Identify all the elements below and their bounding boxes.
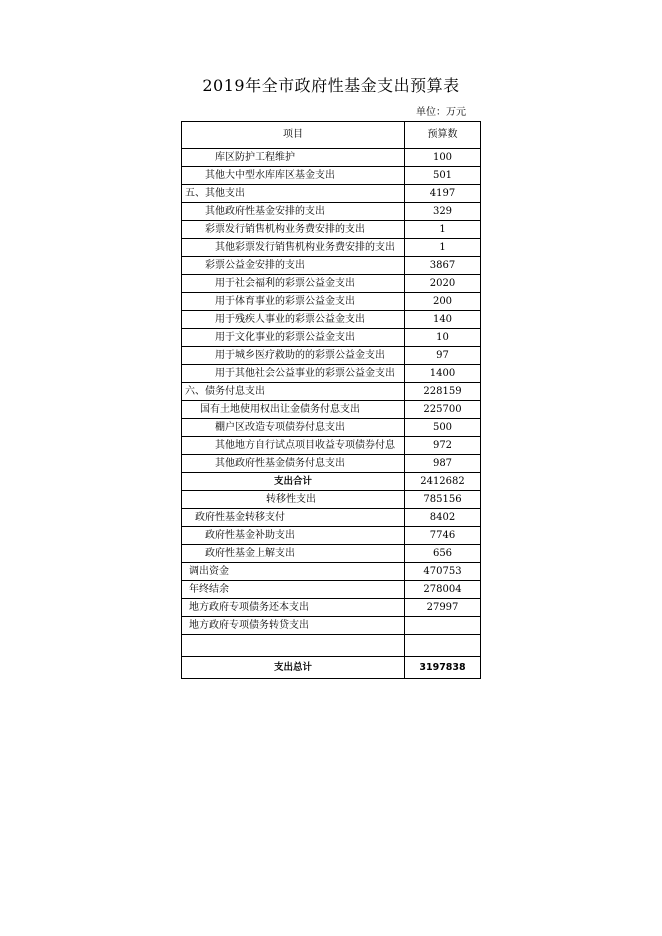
grand-total-row [182, 657, 481, 679]
row-item: 用于文化事业的彩票公益金支出 [182, 329, 405, 347]
unit-label: 单位：万元 [416, 107, 466, 118]
row-value: 656 [405, 545, 481, 563]
row-value: 228159 [405, 383, 481, 401]
row-value: 470753 [405, 563, 481, 581]
grand-total-value: 3197838 [405, 657, 481, 679]
row-item: 政府性基金上解支出 [182, 545, 405, 563]
table-row [182, 419, 481, 437]
table-row [182, 491, 481, 509]
row-item: 转移性支出 [182, 491, 405, 509]
row-item: 其他政府性基金债务付息支出 [182, 455, 405, 473]
empty-row [182, 635, 481, 657]
table-row [182, 167, 481, 185]
row-value: 200 [405, 293, 481, 311]
row-item: 政府性基金转移支付 [182, 509, 405, 527]
subtotal-row [182, 473, 481, 491]
row-value: 501 [405, 167, 481, 185]
table-row [182, 275, 481, 293]
row-item: 地方政府专项债务还本支出 [182, 599, 405, 617]
row-item: 政府性基金补助支出 [182, 527, 405, 545]
row-item [182, 635, 405, 657]
row-item: 用于城乡医疗救助的的彩票公益金支出 [182, 347, 405, 365]
table-row [182, 221, 481, 239]
row-value: 987 [405, 455, 481, 473]
table-row [182, 185, 481, 203]
row-value: 97 [405, 347, 481, 365]
row-value: 10 [405, 329, 481, 347]
row-value: 27997 [405, 599, 481, 617]
row-item: 库区防护工程维护 [182, 149, 405, 167]
row-item: 其他地方自行试点项目收益专项债券付息 [182, 437, 405, 455]
row-value: 785156 [405, 491, 481, 509]
table-row [182, 527, 481, 545]
row-value: 8402 [405, 509, 481, 527]
subtotal-value: 2412682 [405, 473, 481, 491]
row-value: 500 [405, 419, 481, 437]
row-value: 329 [405, 203, 481, 221]
table-header-row [182, 122, 481, 149]
table-row [182, 581, 481, 599]
row-item: 地方政府专项债务转贷支出 [182, 617, 405, 635]
row-value: 3867 [405, 257, 481, 275]
table-row [182, 149, 481, 167]
grand-total-label: 支出总计 [182, 657, 405, 679]
table-row [182, 365, 481, 383]
table-row [182, 311, 481, 329]
table-row [182, 383, 481, 401]
row-value: 1 [405, 221, 481, 239]
table-row [182, 437, 481, 455]
table-row [182, 563, 481, 581]
row-value: 278004 [405, 581, 481, 599]
header-item: 项目 [182, 122, 405, 149]
table-row [182, 509, 481, 527]
row-item: 用于社会福利的彩票公益金支出 [182, 275, 405, 293]
table-row [182, 617, 481, 635]
row-value: 225700 [405, 401, 481, 419]
row-item: 用于体育事业的彩票公益金支出 [182, 293, 405, 311]
table-row [182, 545, 481, 563]
table-row [182, 293, 481, 311]
row-item: 彩票发行销售机构业务费安排的支出 [182, 221, 405, 239]
row-item: 用于其他社会公益事业的彩票公益金支出 [182, 365, 405, 383]
table-row [182, 455, 481, 473]
row-item: 棚户区改造专项债券付息支出 [182, 419, 405, 437]
row-item: 六、债务付息支出 [182, 383, 405, 401]
row-value [405, 635, 481, 657]
row-item: 其他政府性基金安排的支出 [182, 203, 405, 221]
row-value: 1400 [405, 365, 481, 383]
row-value: 100 [405, 149, 481, 167]
table-row [182, 257, 481, 275]
budget-table [181, 121, 481, 679]
row-item: 其他彩票发行销售机构业务费安排的支出 [182, 239, 405, 257]
header-value: 预算数 [405, 122, 481, 149]
table-row [182, 329, 481, 347]
row-value [405, 617, 481, 635]
row-value: 4197 [405, 185, 481, 203]
row-item: 彩票公益金安排的支出 [182, 257, 405, 275]
row-item: 其他大中型水库库区基金支出 [182, 167, 405, 185]
table-row [182, 203, 481, 221]
row-value: 972 [405, 437, 481, 455]
row-value: 1 [405, 239, 481, 257]
row-value: 7746 [405, 527, 481, 545]
table-row [182, 401, 481, 419]
subtotal-label: 支出合计 [182, 473, 405, 491]
row-item: 年终结余 [182, 581, 405, 599]
table-row [182, 239, 481, 257]
row-item: 五、其他支出 [182, 185, 405, 203]
row-value: 140 [405, 311, 481, 329]
table-row [182, 599, 481, 617]
table-row [182, 347, 481, 365]
row-item: 国有土地使用权出让金债务付息支出 [182, 401, 405, 419]
row-value: 2020 [405, 275, 481, 293]
page-title: 2019年全市政府性基金支出预算表 [202, 76, 460, 95]
row-item: 用于残疾人事业的彩票公益金支出 [182, 311, 405, 329]
row-item: 调出资金 [182, 563, 405, 581]
